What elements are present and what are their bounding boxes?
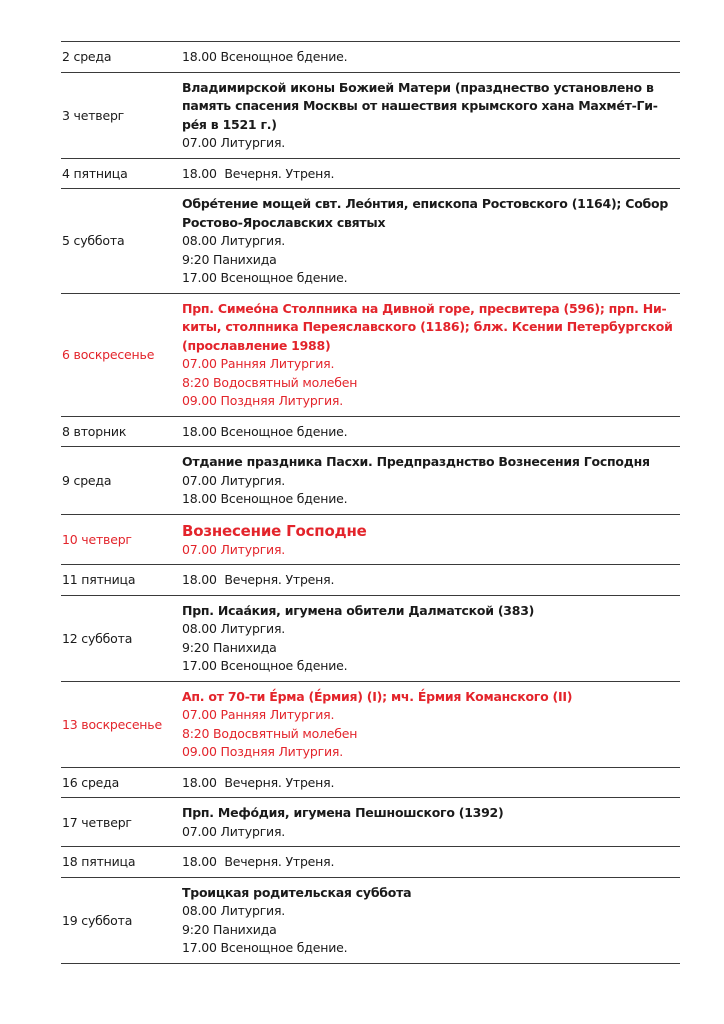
service-time: 18.00 Вечерня. Утреня.	[182, 774, 335, 790]
service-time: 18.00 Вечерня. Утреня.	[182, 572, 335, 587]
service-time: 18.00 Всенощное бдение.	[182, 491, 348, 506]
schedule-row	[61, 42, 680, 73]
row-date: 4 пятница	[62, 165, 128, 181]
feast-title: Прп. Симео́на Столпника на Дивной горе, пресвитера (596); прп. Ни- киты, столпника Переяславского (1186); блж. Ксении Петербургской (прославление 1988)	[182, 300, 673, 353]
service-time: 07.00 Литургия.	[182, 541, 286, 557]
feast-title: Вознесение Господне	[182, 521, 367, 540]
schedule-row	[61, 294, 680, 417]
service-time: 18.00 Вечерня. Утреня.	[182, 854, 335, 869]
service-time: 08.00 Литургия.	[182, 621, 286, 636]
row-content	[182, 804, 680, 841]
schedule-row	[61, 417, 680, 448]
row-content	[182, 571, 680, 590]
row-content	[182, 423, 680, 442]
feast-title: Прп. Исаа́кия, игумена обители Далматской (383)	[182, 602, 535, 618]
service-time: 8:20 Водосвятный молебен	[182, 374, 358, 390]
row-date: 6 воскресенье	[62, 347, 155, 362]
feast-title: Обре́тение мощей свт. Лео́нтия, епископа Ростовского (1164); Собор Ростово-Ярославских святых	[182, 196, 669, 230]
schedule-row	[61, 515, 680, 566]
feast-title: Троицкая родительская суббота	[182, 884, 412, 900]
schedule-row	[61, 596, 680, 682]
schedule-row	[61, 565, 680, 596]
schedule-row	[61, 73, 680, 159]
service-time: 17.00 Всенощное бдение.	[182, 940, 348, 955]
schedule-row	[61, 447, 680, 515]
row-content	[182, 48, 680, 67]
row-content	[182, 688, 680, 762]
row-content	[182, 853, 680, 872]
row-date: 9 среда	[62, 472, 112, 488]
service-time: 08.00 Литургия.	[182, 903, 286, 918]
feast-title: Владимирской иконы Божией Матери (празднество установлено в память спасения Москвы от нашествия крымского хана Махме́т-Ги- ре́я в 1521 г.)	[182, 79, 658, 132]
row-content	[182, 602, 680, 676]
service-time: 09.00 Поздняя Литургия.	[182, 744, 344, 759]
row-content	[182, 195, 680, 288]
schedule-row	[61, 682, 680, 768]
service-time: 07.00 Литургия.	[182, 823, 286, 839]
row-date: 17 четверг	[62, 814, 132, 830]
schedule-row	[61, 159, 680, 190]
service-time: 9:20 Панихида	[182, 639, 277, 655]
row-content	[182, 521, 680, 560]
row-content	[182, 774, 680, 793]
row-content	[182, 453, 680, 509]
schedule-table	[61, 41, 680, 964]
row-date: 12 суббота	[62, 630, 133, 646]
row-date: 3 четверг	[62, 107, 125, 123]
service-time: 07.00 Ранняя Литургия.	[182, 356, 335, 371]
row-date: 10 четверг	[62, 531, 132, 547]
service-time: 17.00 Всенощное бдение.	[182, 270, 348, 285]
row-content	[182, 884, 680, 958]
service-time: 08.00 Литургия.	[182, 233, 286, 248]
service-time: 07.00 Литургия.	[182, 472, 286, 488]
service-time: 9:20 Панихида	[182, 251, 277, 267]
service-time: 8:20 Водосвятный молебен	[182, 725, 358, 741]
service-time: 07.00 Литургия.	[182, 135, 286, 150]
row-date: 2 среда	[62, 49, 112, 65]
row-date: 18 пятница	[62, 854, 136, 870]
row-date: 8 вторник	[62, 423, 127, 439]
schedule-row	[61, 847, 680, 878]
service-time: 9:20 Панихида	[182, 921, 277, 937]
feast-title: Прп. Мефо́дия, игумена Пешношского (1392)	[182, 805, 504, 820]
row-content	[182, 79, 680, 153]
feast-title: Ап. от 70-ти Е́рма (Е́рмия) (I); мч. Е́рмия Команского (II)	[182, 688, 573, 704]
schedule-row	[61, 798, 680, 847]
schedule-row	[61, 768, 680, 799]
service-time: 18.00 Всенощное бдение.	[182, 423, 348, 439]
row-date: 5 суббота	[62, 233, 125, 249]
service-time: 09.00 Поздняя Литургия.	[182, 393, 344, 408]
service-time: 17.00 Всенощное бдение.	[182, 658, 348, 673]
service-time: 18.00 Вечерня. Утреня.	[182, 165, 335, 181]
row-date: 11 пятница	[62, 572, 136, 588]
row-date: 19 суббота	[62, 912, 133, 928]
row-content	[182, 300, 680, 411]
schedule-row	[61, 189, 680, 294]
schedule-row	[61, 878, 680, 964]
row-date: 16 среда	[62, 774, 120, 790]
feast-title: Отдание праздника Пасхи. Предпразднство Вознесения Господня	[182, 454, 650, 469]
row-content	[182, 165, 680, 184]
service-time: 07.00 Ранняя Литургия.	[182, 707, 335, 722]
row-date: 13 воскресенье	[62, 716, 162, 732]
service-time: 18.00 Всенощное бдение.	[182, 49, 348, 64]
